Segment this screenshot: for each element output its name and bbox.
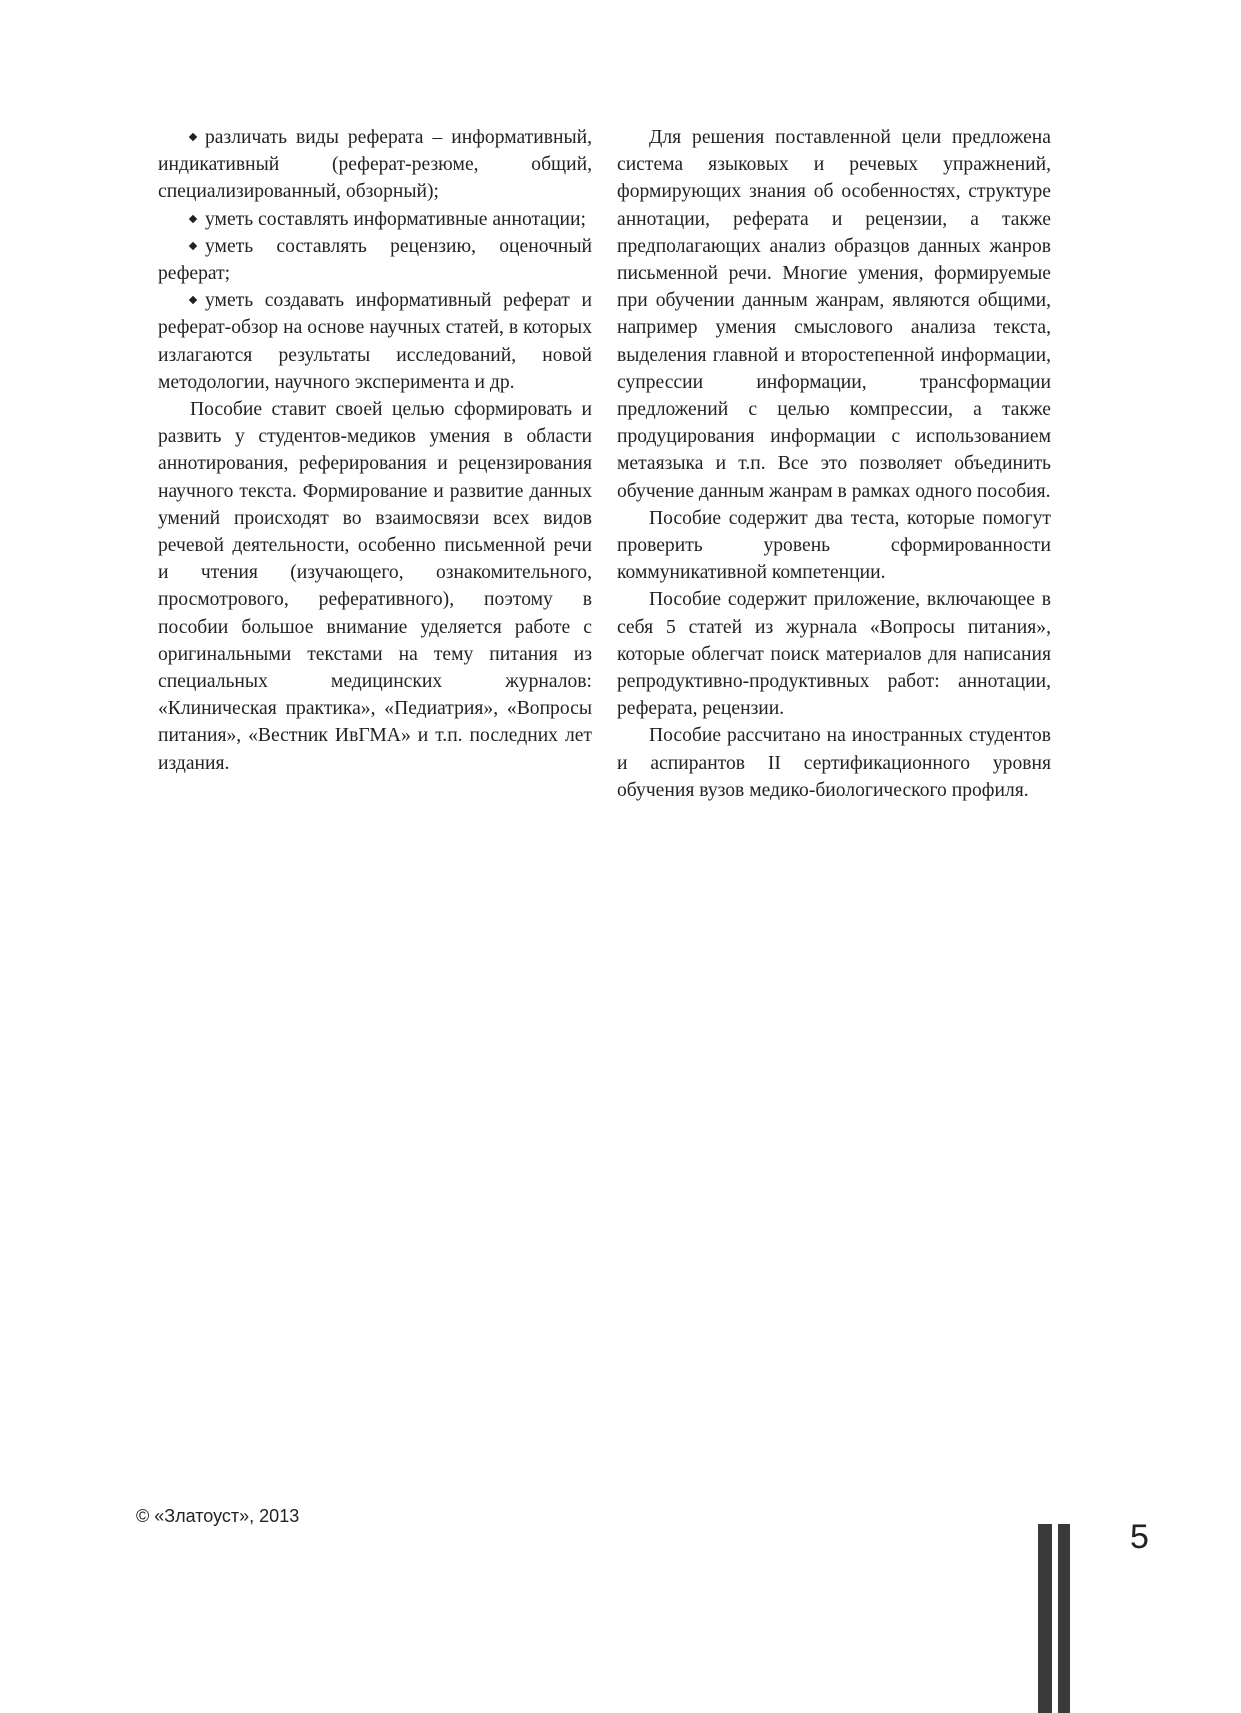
body-paragraph: Пособие содержит два теста, которые помогут проверить уровень сформированности коммуникативной компетенции. — [617, 507, 1051, 584]
copyright-notice: © «Златоуст», 2013 — [136, 1506, 300, 1526]
decorative-bar — [1038, 1524, 1052, 1713]
body-paragraph: Пособие рассчитано на иностранных студентов и аспирантов II сертификационного уровня обучения вузов медико-биологического профиля. — [617, 725, 1051, 801]
bullet-text: уметь составлять рецензию, оценочный реферат; — [158, 235, 592, 285]
bullet-item — [158, 233, 592, 287]
bullet-item — [158, 287, 592, 396]
body-paragraph: Пособие ставит своей целью сформировать и развить у студентов-медиков умения в области аннотирования, реферирования и рецензирования научного текста. Формирование и развитие данных умений происходят во взаимосвязи всех видов речевой деятельности, особенно письменной речи и чтения (изучающего, ознакомительного, просмотрового, реферативного), поэтому в пособии большое внимание уделяется работе с оригинальными текстами на тему питания из специальных медицинских журналов: «Клиническая практика», «Педиатрия», «Вопросы питания», «Вестник ИвГМА» и т.п. последних лет издания. — [158, 399, 592, 774]
right-column — [617, 124, 1051, 804]
body-paragraph: Для решения поставленной цели предложена система языковых и речевых упражнений, формирующих знания об особенностях, структуре аннотации, реферата и рецензии, а также предполагающих анализ образцов данных жанров письменной речи. Многие умения, формируемые при обучении данным жанрам, являются общими, например умения смыслового анализа текста, выделения главной и второстепенной информации, супрессии информации, трансформации предложений с целью компрессии, а также продуцирования информации с использованием метаязыка и т.п. Все это позволяет объединить обучение данным жанрам в рамках одного пособия. — [617, 127, 1051, 502]
bullet-item — [158, 206, 592, 233]
decorative-bar — [1058, 1524, 1070, 1713]
diamond-bullet-icon — [189, 133, 197, 141]
body-paragraph: Пособие содержит приложение, включающее в себя 5 статей из журнала «Вопросы питания», которые облегчат поиск материалов для написания репродуктивно-продуктивных работ: аннотации, реферата, рецензии. — [617, 589, 1051, 720]
diamond-bullet-icon — [189, 296, 197, 304]
left-column — [158, 124, 592, 777]
diamond-bullet-icon — [189, 242, 197, 250]
bullet-item — [158, 124, 592, 206]
bullet-text: уметь составлять информативные аннотации; — [205, 208, 586, 230]
bullet-text: уметь создавать информативный реферат и реферат-обзор на основе научных статей, в которых излагаются результаты исследований, новой методологии, научного эксперимента и др. — [158, 290, 592, 393]
diamond-bullet-icon — [189, 214, 197, 222]
bullet-text: различать виды реферата – информативный, индикативный (реферат-резюме, общий, специализированный, обзорный); — [158, 127, 592, 203]
page-number: 5 — [1130, 1518, 1149, 1556]
